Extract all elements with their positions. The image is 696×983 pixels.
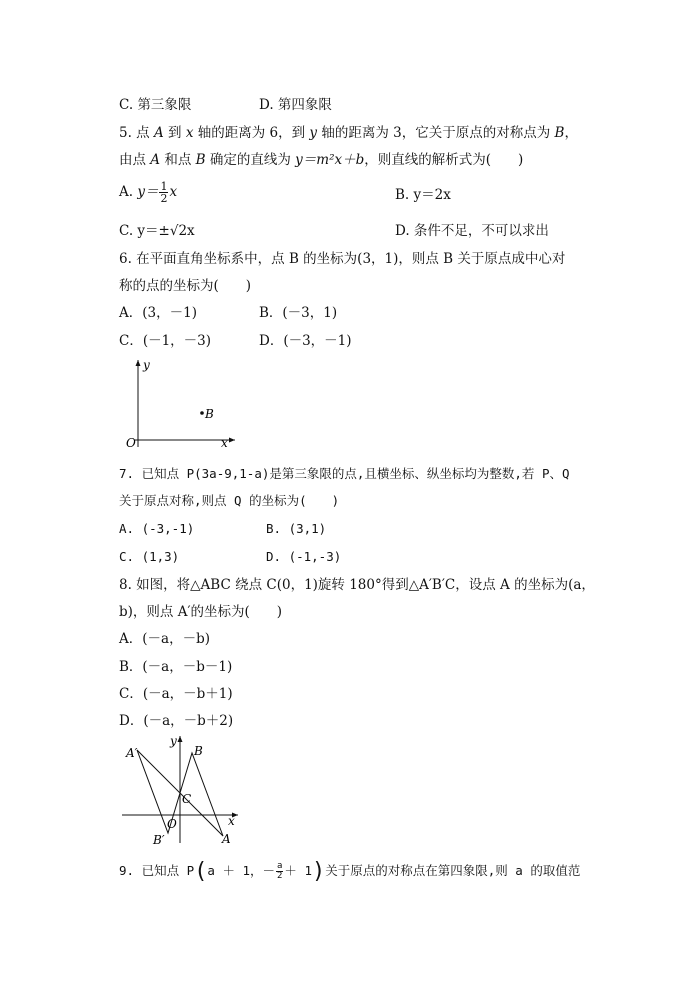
q7-option-c: C. (1,3) (119, 549, 180, 564)
q6-origin-label: O (126, 436, 136, 450)
q8-y-arrow (178, 736, 183, 742)
q7-stem-line1: 7. 已知点 P(3a-9,1-a)是第三象限的点,且横坐标、纵坐标均为整数,若 P、Q (119, 466, 570, 481)
q8-stem-line2: b)，则点 A′的坐标为( ) (119, 604, 283, 620)
q6-x-arrow (229, 438, 235, 443)
q5-option-c: C. y＝±√2x (119, 223, 195, 239)
q4-option-c: C. 第三象限 (119, 97, 192, 113)
q5-option-b: B. y＝2x (395, 187, 451, 203)
q6-option-d: D．(－3，－1) (259, 333, 352, 349)
q6-figure (115, 352, 245, 452)
q8-figure (118, 733, 248, 848)
q7-option-b: B. (3,1) (266, 521, 327, 536)
q6-x-label: x (221, 436, 228, 450)
q6-y-arrow (136, 360, 141, 366)
q5-stem-line1: 5. 点 A 到 x 轴的距离为 6，到 y 轴的距离为 3，它关于原点的对称点为 B， (119, 125, 578, 141)
q6-point-b-label: B (205, 407, 214, 421)
q7-option-a: A. (-3,-1) (119, 521, 195, 536)
q6-option-b: B．(－3，1) (259, 305, 338, 321)
q8-label-a: A (222, 832, 231, 846)
q6-stem-line2: 称的点的坐标为( ) (119, 278, 252, 294)
q6-option-a: A．(3，－1) (119, 305, 197, 321)
q8-stem-line1: 8. 如图，将△ABC 绕点 C(0，1)旋转 180°得到△A′B′C，设点 A 的坐标为(a， (119, 577, 595, 593)
q8-label-origin: O (167, 817, 177, 831)
q9-fraction: $\frac{a}{2}$ (277, 861, 283, 881)
q6-option-c: C．(－1，－3) (119, 333, 212, 349)
q8-label-c: C (182, 792, 192, 806)
q5-option-a: A. y＝ $\frac{1}{2}$ x (119, 180, 178, 205)
q5-fraction: $\frac{1}{2}$ (160, 180, 168, 205)
q6-y-label: y (143, 358, 150, 372)
q8-label-y: y (170, 734, 177, 748)
q8-option-d: D．(－a，－b＋2) (119, 713, 234, 729)
q7-option-d: D. (-1,-3) (266, 549, 342, 564)
q7-stem-line2: 关于原点对称,则点 Q 的坐标为( ) (119, 493, 340, 508)
q8-option-a: A．(－a，－b) (119, 631, 210, 647)
q8-label-x: x (228, 814, 235, 828)
q8-label-a-prime: A′ (126, 746, 138, 760)
q6-point-b (200, 411, 204, 415)
q8-label-b: B (194, 744, 203, 758)
q8-option-b: B．(－a，－b－1) (119, 659, 233, 675)
q5-option-d: D. 条件不足，不可以求出 (395, 223, 549, 239)
q8-label-b-prime: B′ (153, 833, 165, 847)
q4-option-d: D. 第四象限 (259, 97, 332, 113)
q9-stem: 9. 已知点 P(a ＋ 1，－ $\frac{a}{2}$ ＋ 1)关于原点的对称点在第四象限,则 a 的取值范 (119, 859, 581, 884)
q6-stem-line1: 6. 在平面直角坐标系中，点 B 的坐标为(3，1)，则点 B 关于原点成中心对 (119, 251, 566, 267)
q5-stem-line2: 由点 A 和点 B 确定的直线为 y＝m²x＋b，则直线的解析式为( ) (119, 152, 524, 168)
q8-option-c: C．(－a，－b＋1) (119, 686, 233, 702)
